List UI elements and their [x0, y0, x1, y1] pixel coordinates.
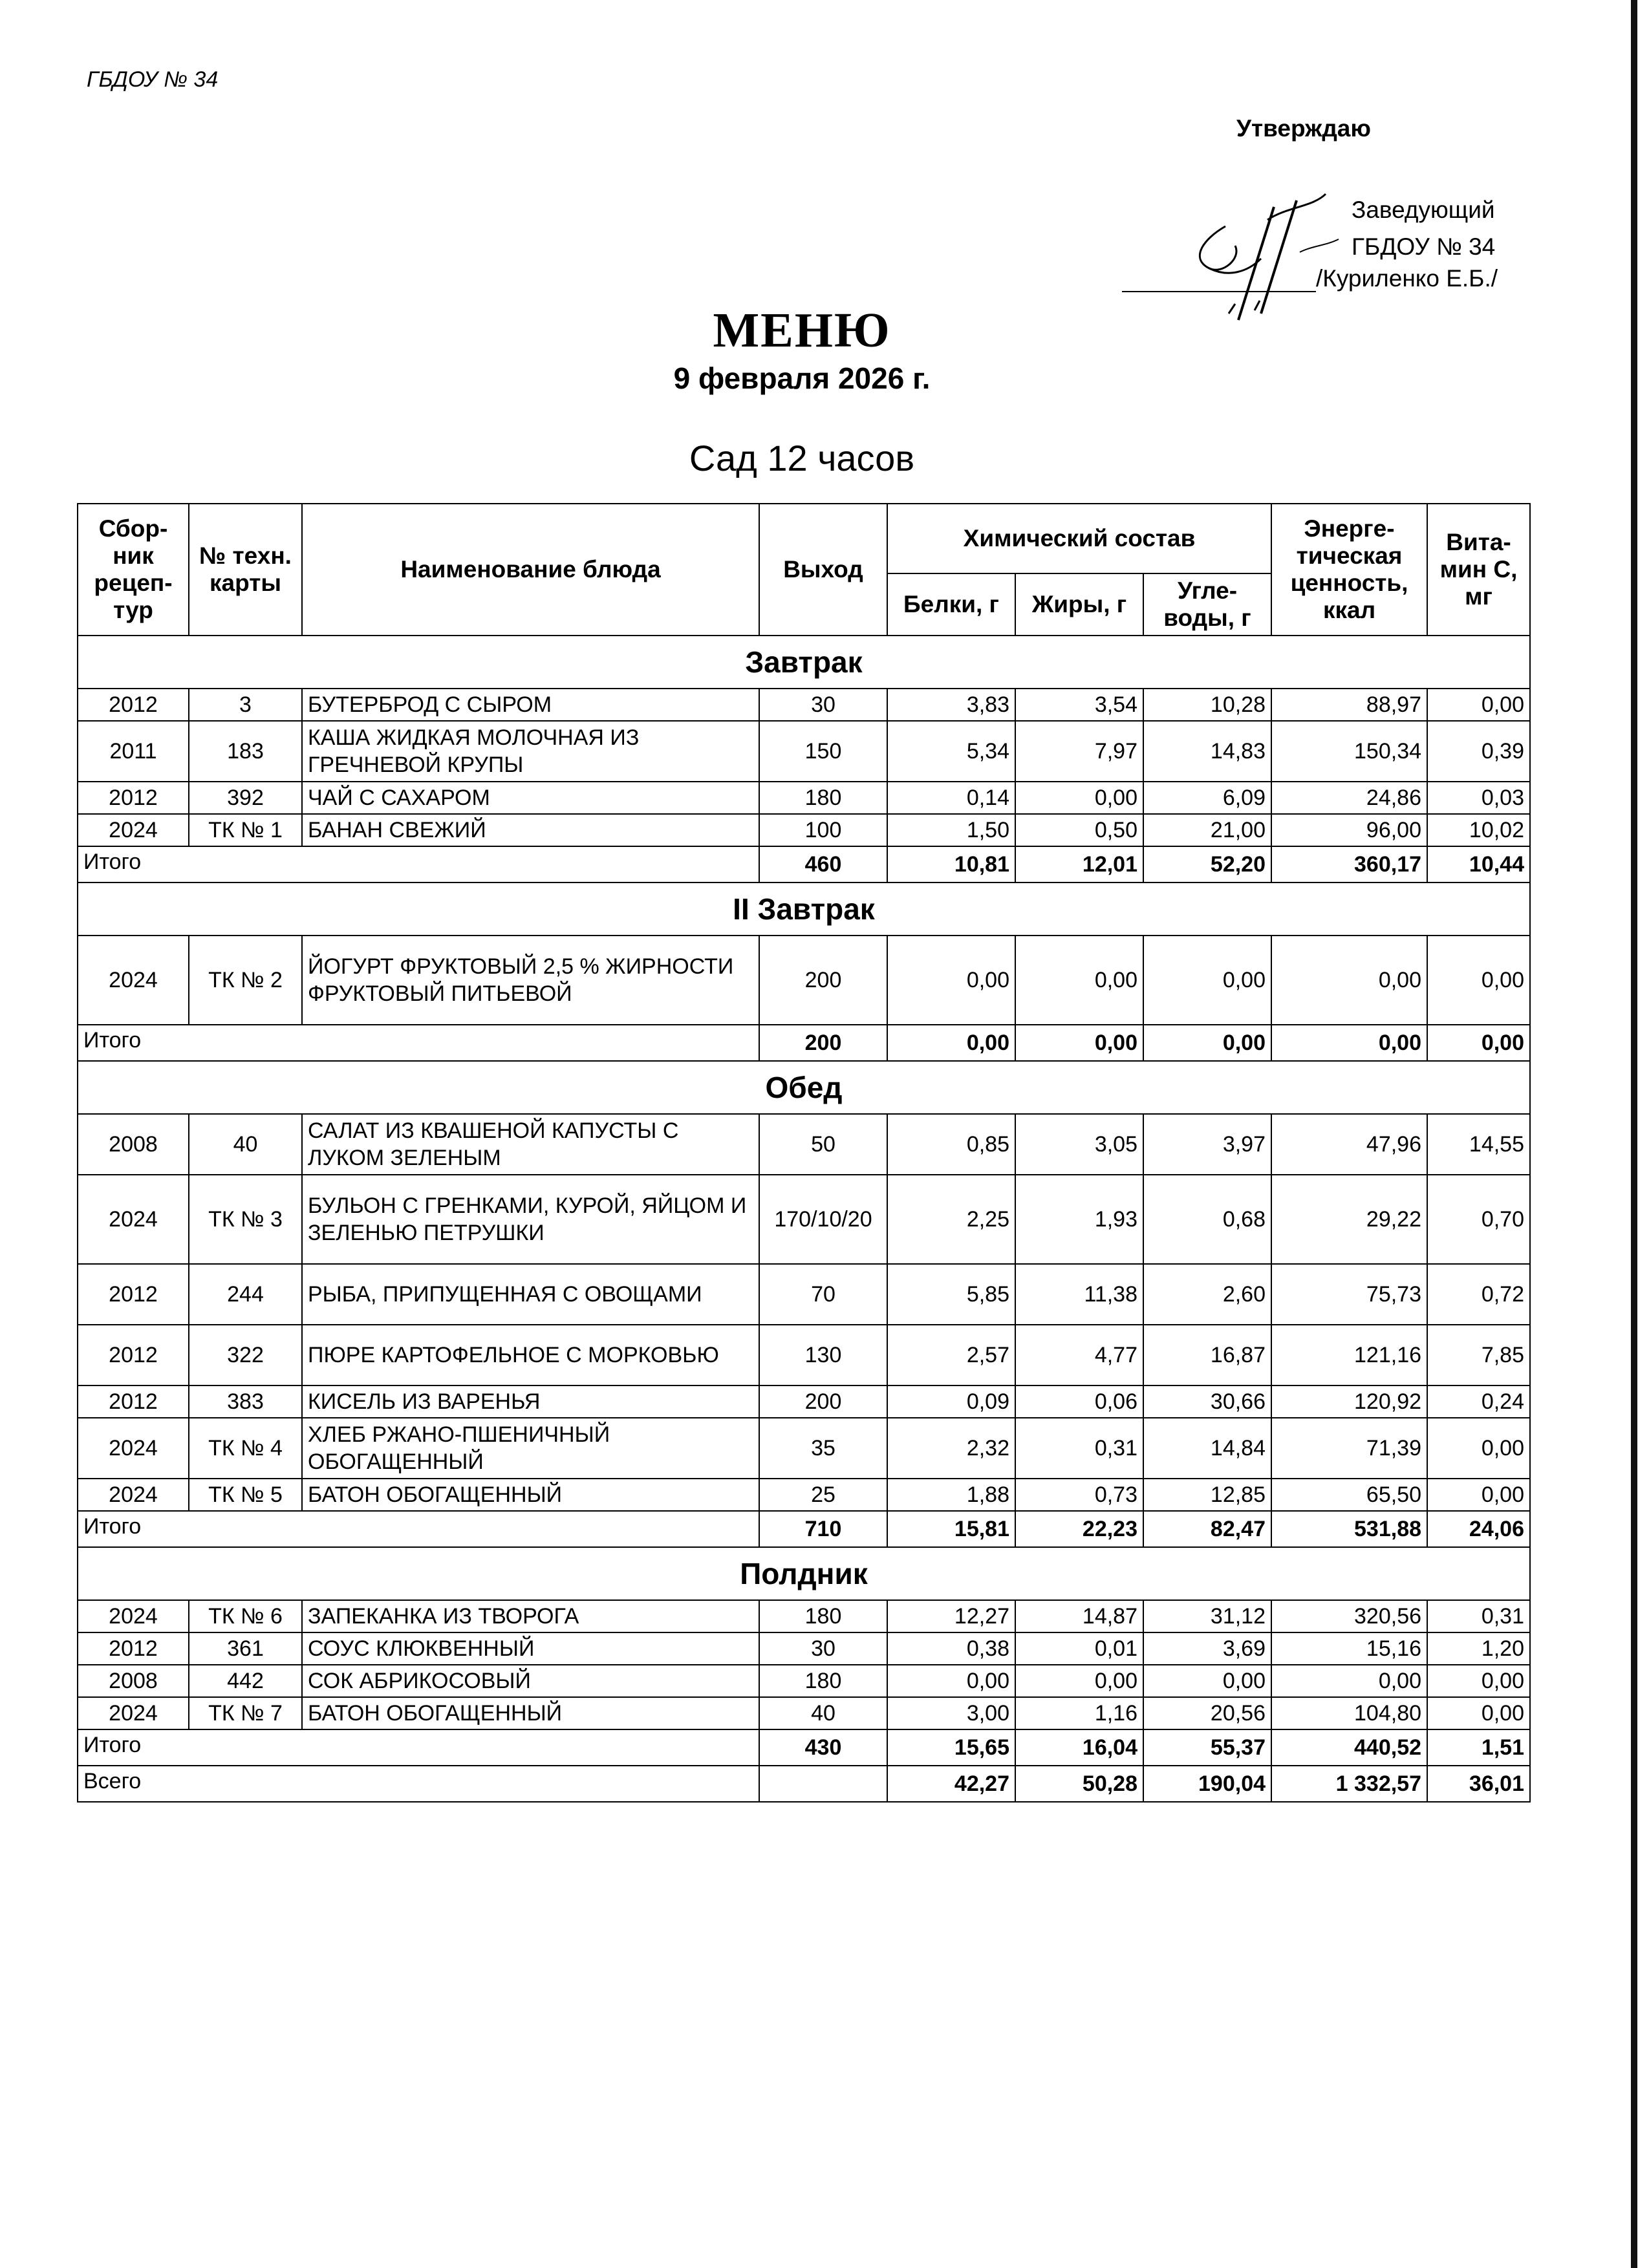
table-cell: 14,84 — [1143, 1418, 1271, 1479]
table-cell: ТК № 6 — [189, 1600, 302, 1632]
total-cell: 531,88 — [1271, 1511, 1427, 1547]
table-cell: 0,00 — [1015, 782, 1143, 814]
table-row — [78, 1697, 1530, 1729]
table-row — [78, 1264, 1530, 1325]
table-cell: 11,38 — [1015, 1264, 1143, 1325]
table-cell: 25 — [759, 1479, 887, 1511]
table-cell: 170/10/20 — [759, 1175, 887, 1264]
table-cell: 2,32 — [887, 1418, 1015, 1479]
col-protein: Белки, г — [887, 573, 1015, 636]
table-cell: 130 — [759, 1325, 887, 1385]
section-title: Обед — [78, 1061, 1530, 1114]
total-cell: 430 — [759, 1729, 887, 1766]
table-cell: 2012 — [78, 782, 189, 814]
total-cell: 10,81 — [887, 846, 1015, 883]
table-cell: 2012 — [78, 689, 189, 721]
table-cell: 2024 — [78, 1175, 189, 1264]
total-row — [78, 846, 1530, 883]
section-title: Завтрак — [78, 636, 1530, 689]
table-row — [78, 1325, 1530, 1385]
grand-total-cell: 36,01 — [1427, 1766, 1530, 1802]
table-cell: БУЛЬОН С ГРЕНКАМИ, КУРОЙ, ЯЙЦОМ И ЗЕЛЕНЬЮ ПЕТРУШКИ — [302, 1175, 759, 1264]
grand-total-cell: 1 332,57 — [1271, 1766, 1427, 1802]
signature-line-row — [1122, 265, 1498, 292]
total-label: Итого — [78, 846, 759, 883]
table-cell: 2024 — [78, 1600, 189, 1632]
table-cell: БАТОН ОБОГАЩЕННЫЙ — [302, 1697, 759, 1729]
table-cell: ЙОГУРТ ФРУКТОВЫЙ 2,5 % ЖИРНОСТИ ФРУКТОВЫЙ ПИТЬЕВОЙ — [302, 936, 759, 1025]
table-cell: 3 — [189, 689, 302, 721]
table-cell: ПЮРЕ КАРТОФЕЛЬНОЕ С МОРКОВЬЮ — [302, 1325, 759, 1385]
scan-edge — [1631, 0, 1637, 2268]
table-cell: 0,00 — [887, 936, 1015, 1025]
table-cell: 71,39 — [1271, 1418, 1427, 1479]
col-collection: Сбор-ник рецеп-тур — [78, 504, 189, 636]
menu-title: МЕНЮ — [713, 303, 891, 358]
table-cell: 3,00 — [887, 1697, 1015, 1729]
section-title: II Завтрак — [78, 883, 1530, 936]
table-cell: 70 — [759, 1264, 887, 1325]
table-row — [78, 1385, 1530, 1418]
col-carbs: Угле-воды, г — [1143, 573, 1271, 636]
total-cell: 82,47 — [1143, 1511, 1271, 1547]
table-cell: 3,83 — [887, 689, 1015, 721]
table-cell: 10,28 — [1143, 689, 1271, 721]
table-row — [78, 1114, 1530, 1175]
table-cell: 0,09 — [887, 1385, 1015, 1418]
col-vitc: Вита-мин С, мг — [1427, 504, 1530, 636]
total-label: Итого — [78, 1025, 759, 1061]
table-cell: СОУС КЛЮКВЕННЫЙ — [302, 1632, 759, 1665]
table-cell: 150 — [759, 721, 887, 782]
table-cell: 31,12 — [1143, 1600, 1271, 1632]
table-cell: 322 — [189, 1325, 302, 1385]
table-cell: 104,80 — [1271, 1697, 1427, 1729]
table-cell: 0,00 — [1427, 689, 1530, 721]
table-cell: 65,50 — [1271, 1479, 1427, 1511]
table-cell: 20,56 — [1143, 1697, 1271, 1729]
table-cell: 0,06 — [1015, 1385, 1143, 1418]
table-cell: ТК № 1 — [189, 814, 302, 846]
table-cell: 392 — [189, 782, 302, 814]
table-cell: 0,00 — [1271, 936, 1427, 1025]
table-cell: 3,97 — [1143, 1114, 1271, 1175]
table-cell: 383 — [189, 1385, 302, 1418]
table-row — [78, 1418, 1530, 1479]
table-cell: 2012 — [78, 1264, 189, 1325]
col-energy: Энерге-тическая ценность, ккал — [1271, 504, 1427, 636]
table-cell: 5,34 — [887, 721, 1015, 782]
table-cell: 16,87 — [1143, 1325, 1271, 1385]
table-cell: 0,24 — [1427, 1385, 1530, 1418]
table-cell: 30 — [759, 689, 887, 721]
table-cell: 2008 — [78, 1665, 189, 1697]
signature-line — [1122, 268, 1316, 292]
table-row — [78, 721, 1530, 782]
table-cell: 35 — [759, 1418, 887, 1479]
section-title: Полдник — [78, 1547, 1530, 1600]
table-cell: 183 — [189, 721, 302, 782]
total-cell: 15,81 — [887, 1511, 1015, 1547]
section-row — [78, 1547, 1530, 1600]
total-cell: 0,00 — [1271, 1025, 1427, 1061]
table-cell: КАША ЖИДКАЯ МОЛОЧНАЯ ИЗ ГРЕЧНЕВОЙ КРУПЫ — [302, 721, 759, 782]
table-cell: 75,73 — [1271, 1264, 1427, 1325]
table-row — [78, 814, 1530, 846]
table-cell: 12,85 — [1143, 1479, 1271, 1511]
table-cell: 14,55 — [1427, 1114, 1530, 1175]
table-cell: 0,00 — [1271, 1665, 1427, 1697]
total-cell: 360,17 — [1271, 846, 1427, 883]
table-cell: 0,68 — [1143, 1175, 1271, 1264]
table-cell: 2024 — [78, 1697, 189, 1729]
table-cell: 0,00 — [1427, 1479, 1530, 1511]
table-cell: 0,00 — [1015, 1665, 1143, 1697]
signer-institution: ГБДОУ № 34 — [1352, 233, 1496, 260]
table-cell: СОК АБРИКОСОВЫЙ — [302, 1665, 759, 1697]
table-row — [78, 782, 1530, 814]
total-cell: 12,01 — [1015, 846, 1143, 883]
total-cell: 0,00 — [1143, 1025, 1271, 1061]
table-cell: 0,00 — [1143, 936, 1271, 1025]
grand-total-cell: 42,27 — [887, 1766, 1015, 1802]
table-cell: 88,97 — [1271, 689, 1427, 721]
table-cell: 2012 — [78, 1385, 189, 1418]
table-cell: 2,60 — [1143, 1264, 1271, 1325]
table-cell: 2012 — [78, 1325, 189, 1385]
grand-total-cell: 50,28 — [1015, 1766, 1143, 1802]
col-name: Наименование блюда — [302, 504, 759, 636]
table-cell: 0,85 — [887, 1114, 1015, 1175]
table-cell: ТК № 7 — [189, 1697, 302, 1729]
table-row — [78, 1632, 1530, 1665]
table-cell: 30,66 — [1143, 1385, 1271, 1418]
table-cell: 0,73 — [1015, 1479, 1143, 1511]
table-cell: 121,16 — [1271, 1325, 1427, 1385]
table-cell: 2024 — [78, 814, 189, 846]
table-cell: 2011 — [78, 721, 189, 782]
col-fat: Жиры, г — [1015, 573, 1143, 636]
table-cell: 0,50 — [1015, 814, 1143, 846]
table-cell: 14,83 — [1143, 721, 1271, 782]
organization-label: ГБДОУ № 34 — [87, 67, 219, 92]
total-label: Итого — [78, 1729, 759, 1766]
table-cell: 0,00 — [1143, 1665, 1271, 1697]
table-cell: 0,14 — [887, 782, 1015, 814]
table-cell: 40 — [189, 1114, 302, 1175]
table-cell: БАТОН ОБОГАЩЕННЫЙ — [302, 1479, 759, 1511]
table-row — [78, 1175, 1530, 1264]
total-cell: 10,44 — [1427, 846, 1530, 883]
table-cell: ТК № 5 — [189, 1479, 302, 1511]
table-cell: ЗАПЕКАНКА ИЗ ТВОРОГА — [302, 1600, 759, 1632]
table-cell: 0,31 — [1015, 1418, 1143, 1479]
table-row — [78, 1600, 1530, 1632]
table-cell: 200 — [759, 936, 887, 1025]
table-cell: РЫБА, ПРИПУЩЕННАЯ С ОВОЩАМИ — [302, 1264, 759, 1325]
table-header-row — [78, 504, 1530, 573]
section-row — [78, 636, 1530, 689]
table-cell: ЧАЙ С САХАРОМ — [302, 782, 759, 814]
table-cell: 200 — [759, 1385, 887, 1418]
col-chem: Химический состав — [887, 504, 1271, 573]
signature-block — [1352, 191, 1495, 265]
table-cell: 96,00 — [1271, 814, 1427, 846]
table-cell: 5,85 — [887, 1264, 1015, 1325]
table-cell: 0,00 — [1427, 1418, 1530, 1479]
table-cell: 442 — [189, 1665, 302, 1697]
table-row — [78, 1665, 1530, 1697]
table-cell: 2,25 — [887, 1175, 1015, 1264]
table-cell: 0,00 — [1427, 1697, 1530, 1729]
table-cell: 244 — [189, 1264, 302, 1325]
table-cell: 180 — [759, 1665, 887, 1697]
section-row — [78, 1061, 1530, 1114]
table-cell: 15,16 — [1271, 1632, 1427, 1665]
table-cell: 40 — [759, 1697, 887, 1729]
table-cell: 0,39 — [1427, 721, 1530, 782]
total-cell: 52,20 — [1143, 846, 1271, 883]
table-cell: 29,22 — [1271, 1175, 1427, 1264]
table-cell: КИСЕЛЬ ИЗ ВАРЕНЬЯ — [302, 1385, 759, 1418]
section-row — [78, 883, 1530, 936]
table-cell: 0,72 — [1427, 1264, 1530, 1325]
total-cell: 0,00 — [887, 1025, 1015, 1061]
table-cell: 3,05 — [1015, 1114, 1143, 1175]
menu-table — [77, 503, 1531, 1803]
table-cell: 120,92 — [1271, 1385, 1427, 1418]
table-cell: 0,00 — [1427, 1665, 1530, 1697]
total-cell: 440,52 — [1271, 1729, 1427, 1766]
total-cell: 15,65 — [887, 1729, 1015, 1766]
total-cell: 460 — [759, 846, 887, 883]
table-cell: 0,00 — [887, 1665, 1015, 1697]
table-cell: 2008 — [78, 1114, 189, 1175]
table-cell: ТК № 4 — [189, 1418, 302, 1479]
table-cell: 47,96 — [1271, 1114, 1427, 1175]
table-cell: 320,56 — [1271, 1600, 1427, 1632]
col-output: Выход — [759, 504, 887, 636]
group-title: Сад 12 часов — [689, 438, 915, 478]
grand-total-cell — [759, 1766, 887, 1802]
table-cell: 0,38 — [887, 1632, 1015, 1665]
table-cell: ХЛЕБ РЖАНО-ПШЕНИЧНЫЙ ОБОГАЩЕННЫЙ — [302, 1418, 759, 1479]
table-cell: 10,02 — [1427, 814, 1530, 846]
grand-total-label: Всего — [78, 1766, 759, 1802]
table-cell: САЛАТ ИЗ КВАШЕНОЙ КАПУСТЫ С ЛУКОМ ЗЕЛЕНЫМ — [302, 1114, 759, 1175]
table-cell: 0,31 — [1427, 1600, 1530, 1632]
table-cell: БАНАН СВЕЖИЙ — [302, 814, 759, 846]
total-cell: 55,37 — [1143, 1729, 1271, 1766]
table-cell: 4,77 — [1015, 1325, 1143, 1385]
total-cell: 1,51 — [1427, 1729, 1530, 1766]
total-row — [78, 1025, 1530, 1061]
table-cell: 180 — [759, 1600, 887, 1632]
table-cell: 0,03 — [1427, 782, 1530, 814]
table-cell: 2024 — [78, 1479, 189, 1511]
total-cell: 200 — [759, 1025, 887, 1061]
total-row — [78, 1729, 1530, 1766]
table-row — [78, 936, 1530, 1025]
table-cell: 0,00 — [1015, 936, 1143, 1025]
signer-position: Заведующий — [1352, 197, 1495, 223]
total-label: Итого — [78, 1511, 759, 1547]
table-cell: 361 — [189, 1632, 302, 1665]
menu-date: 9 февраля 2026 г. — [673, 361, 931, 395]
total-cell: 0,00 — [1015, 1025, 1143, 1061]
table-cell: 150,34 — [1271, 721, 1427, 782]
table-cell: 21,00 — [1143, 814, 1271, 846]
total-row — [78, 1511, 1530, 1547]
table-cell: 0,70 — [1427, 1175, 1530, 1264]
table-cell: 7,85 — [1427, 1325, 1530, 1385]
table-cell: ТК № 3 — [189, 1175, 302, 1264]
table-cell: 1,20 — [1427, 1632, 1530, 1665]
grand-total-cell: 190,04 — [1143, 1766, 1271, 1802]
table-cell: 2012 — [78, 1632, 189, 1665]
total-cell: 24,06 — [1427, 1511, 1530, 1547]
table-cell: 6,09 — [1143, 782, 1271, 814]
table-cell: 0,01 — [1015, 1632, 1143, 1665]
grand-total-row — [78, 1766, 1530, 1802]
table-cell: 50 — [759, 1114, 887, 1175]
table-cell: 2024 — [78, 1418, 189, 1479]
table-cell: ТК № 2 — [189, 936, 302, 1025]
total-cell: 16,04 — [1015, 1729, 1143, 1766]
table-cell: 2024 — [78, 936, 189, 1025]
signer-name: /Куриленко Е.Б./ — [1316, 265, 1498, 292]
table-cell: 2,57 — [887, 1325, 1015, 1385]
menu-body — [78, 636, 1530, 1802]
table-cell: 12,27 — [887, 1600, 1015, 1632]
total-cell: 710 — [759, 1511, 887, 1547]
table-cell: 1,50 — [887, 814, 1015, 846]
table-cell: 1,88 — [887, 1479, 1015, 1511]
total-cell: 0,00 — [1427, 1025, 1530, 1061]
approval-heading: Утверждаю — [1236, 115, 1371, 142]
col-card: № техн. карты — [189, 504, 302, 636]
table-cell: 14,87 — [1015, 1600, 1143, 1632]
table-cell: 7,97 — [1015, 721, 1143, 782]
table-cell: БУТЕРБРОД С СЫРОМ — [302, 689, 759, 721]
table-row — [78, 1479, 1530, 1511]
table-cell: 3,54 — [1015, 689, 1143, 721]
table-row — [78, 689, 1530, 721]
table-cell: 1,93 — [1015, 1175, 1143, 1264]
table-cell: 100 — [759, 814, 887, 846]
total-cell: 22,23 — [1015, 1511, 1143, 1547]
table-cell: 180 — [759, 782, 887, 814]
table-cell: 0,00 — [1427, 936, 1530, 1025]
table-cell: 3,69 — [1143, 1632, 1271, 1665]
table-cell: 30 — [759, 1632, 887, 1665]
table-cell: 24,86 — [1271, 782, 1427, 814]
table-cell: 1,16 — [1015, 1697, 1143, 1729]
